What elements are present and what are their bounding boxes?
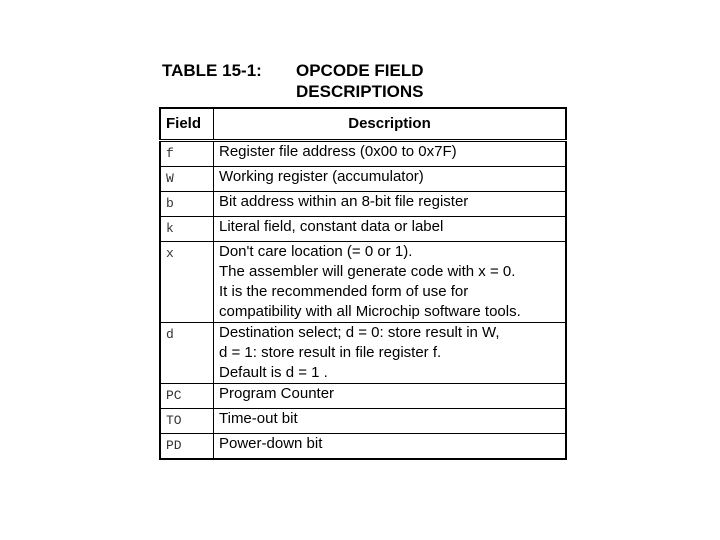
description-line: Register file address (0x00 to 0x7F) xyxy=(219,143,457,160)
table-row xyxy=(160,409,566,434)
field-cell: k xyxy=(160,217,214,242)
table-row xyxy=(160,242,566,323)
description-line: Default is d = 1 . xyxy=(219,364,328,381)
description-cell xyxy=(214,434,567,460)
field-cell: W xyxy=(160,167,214,192)
description-cell xyxy=(214,409,567,434)
description-cell xyxy=(214,242,567,323)
description-cell xyxy=(214,384,567,409)
description-cell xyxy=(214,323,567,384)
description-line: Don't care location (= 0 or 1). xyxy=(219,243,413,260)
table-title-line-1: OPCODE FIELD xyxy=(296,61,424,80)
table-row xyxy=(160,434,566,460)
description-line: Program Counter xyxy=(219,385,335,402)
description-line: It is the recommended form of use for xyxy=(219,283,469,300)
description-line: The assembler will generate code with x = 0. xyxy=(219,263,516,280)
field-cell: b xyxy=(160,192,214,217)
field-cell: TO xyxy=(160,409,214,434)
field-cell: d xyxy=(160,323,214,384)
table-header-row xyxy=(160,108,566,141)
table-title-line-2: DESCRIPTIONS xyxy=(296,82,424,101)
description-cell xyxy=(214,192,567,217)
table-title xyxy=(296,60,424,102)
field-column-header: Field xyxy=(160,108,214,141)
description-cell xyxy=(214,167,567,192)
description-cell xyxy=(214,217,567,242)
field-cell: PC xyxy=(160,384,214,409)
description-line: Literal field, constant data or label xyxy=(219,218,444,235)
description-column-header: Description xyxy=(214,108,567,141)
table-row xyxy=(160,167,566,192)
table-row xyxy=(160,192,566,217)
table-row xyxy=(160,217,566,242)
description-line: Working register (accumulator) xyxy=(219,168,424,185)
description-line: d = 1: store result in file register f. xyxy=(219,344,442,361)
table-row xyxy=(160,384,566,409)
table-row xyxy=(160,323,566,384)
field-cell: PD xyxy=(160,434,214,460)
description-line: Power-down bit xyxy=(219,435,323,452)
table-number: TABLE 15-1: xyxy=(162,61,262,80)
table-row xyxy=(160,141,566,167)
field-cell: f xyxy=(160,141,214,167)
description-line: Bit address within an 8-bit file register xyxy=(219,193,469,210)
field-cell: x xyxy=(160,242,214,323)
description-line: compatibility with all Microchip software tools. xyxy=(219,303,521,320)
description-line: Time-out bit xyxy=(219,410,298,427)
opcode-field-table xyxy=(159,107,567,460)
description-line: Destination select; d = 0: store result in W, xyxy=(219,324,500,341)
description-cell xyxy=(214,141,567,167)
